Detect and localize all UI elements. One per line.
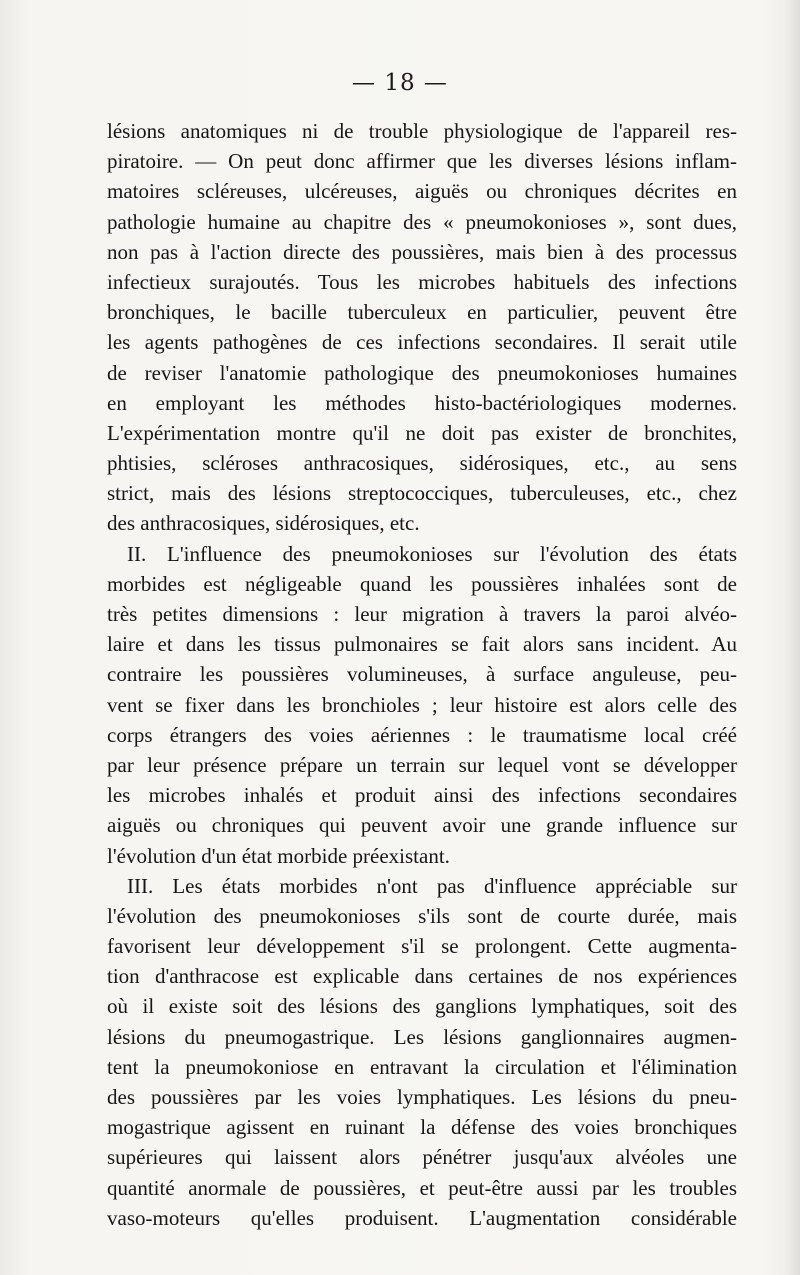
text-line: favorisent leur développement s'il se prolongent. Cette augmenta- [107,934,737,959]
text-line: matoires scléreuses, ulcéreuses, aiguës ou chroniques décrites en [107,179,737,204]
text-line: aiguës ou chroniques qui peuvent avoir une grande influence sur [107,813,737,838]
text-line: lésions anatomiques ni de trouble physiologique de l'appareil res- [107,119,737,143]
text-line: L'expérimentation montre qu'il ne doit pas exister de bronchites, [107,420,737,445]
text-line: mogastrique agissent en ruinant la défense des voies bronchiques [107,1115,737,1140]
text-line: quantité anormale de poussières, et peut-être aussi par les troubles [107,1175,737,1200]
text-line: bronchiques, le bacille tuberculeux en particulier, peuvent être [107,300,737,325]
text-line: supérieures qui laissent alors pénétrer jusqu'aux alvéoles une [107,1145,737,1170]
text-line: très petites dimensions : leur migration à travers la paroi alvéo- [107,602,737,626]
body-text [107,116,737,1233]
text-line: strict, mais des lésions streptococciques, tuberculeuses, etc., chez [107,481,737,506]
text-line: l'évolution des pneumokonioses s'ils sont de courte durée, mais [107,903,737,928]
page-number: — 18 — [352,70,448,96]
text-line: vent se fixer dans les bronchioles ; leur histoire est alors celle des [107,692,737,717]
page-edge-shadow [786,0,800,1275]
text-line: où il existe soit des lésions des ganglions lymphatiques, soit des [107,994,737,1019]
text-line: lésions du pneumogastrique. Les lésions ganglionnaires augmen- [107,1024,737,1049]
text-line: phtisies, scléroses anthracosiques, sidérosiques, etc., au sens [107,451,737,476]
text-line: par leur présence prépare un terrain sur lequel vont se développer [107,752,737,777]
text-line: vaso-moteurs qu'elles produisent. L'augmentation considérable [107,1205,737,1230]
text-line: l'évolution d'un état morbide préexistant. [107,843,450,868]
text-line: tion d'anthracose est explicable dans certaines de nos expériences [107,964,737,989]
text-line: morbides est négligeable quand les poussières inhalées sont de [107,571,737,596]
text-line: III. Les états morbides n'ont pas d'influence appréciable sur [127,873,737,898]
text-line: infectieux surajoutés. Tous les microbes habituels des infections [107,269,737,294]
text-line: les agents pathogènes de ces infections secondaires. Il serait utile [107,330,737,355]
text-line: non pas à l'action directe des poussières, mais bien à des processus [107,239,737,264]
text-line: les microbes inhalés et produit ainsi des infections secondaires [107,783,737,808]
text-line: II. L'influence des pneumokonioses sur l'évolution des états [127,541,737,566]
text-line: en employant les méthodes histo-bactériologiques modernes. [107,390,737,415]
text-line: tent la pneumokoniose en entravant la circulation et l'élimination [107,1054,737,1079]
text-line: corps étrangers des voies aériennes : le traumatisme local créé [107,722,737,747]
text-line: des anthracosiques, sidérosiques, etc. [107,511,420,536]
text-line: piratoire. — On peut donc affirmer que les diverses lésions inflam- [107,149,737,174]
text-line: des poussières par les voies lymphatiques. Les lésions du pneu- [107,1085,737,1109]
text-line: laire et dans les tissus pulmonaires se fait alors sans incident. Au [107,632,737,657]
text-line: pathologie humaine au chapitre des « pneumokonioses », sont dues, [107,209,737,234]
text-line: contraire les poussières volumineuses, à surface anguleuse, peu- [107,662,737,687]
text-line: de reviser l'anatomie pathologique des pneumokonioses humaines [107,360,737,385]
